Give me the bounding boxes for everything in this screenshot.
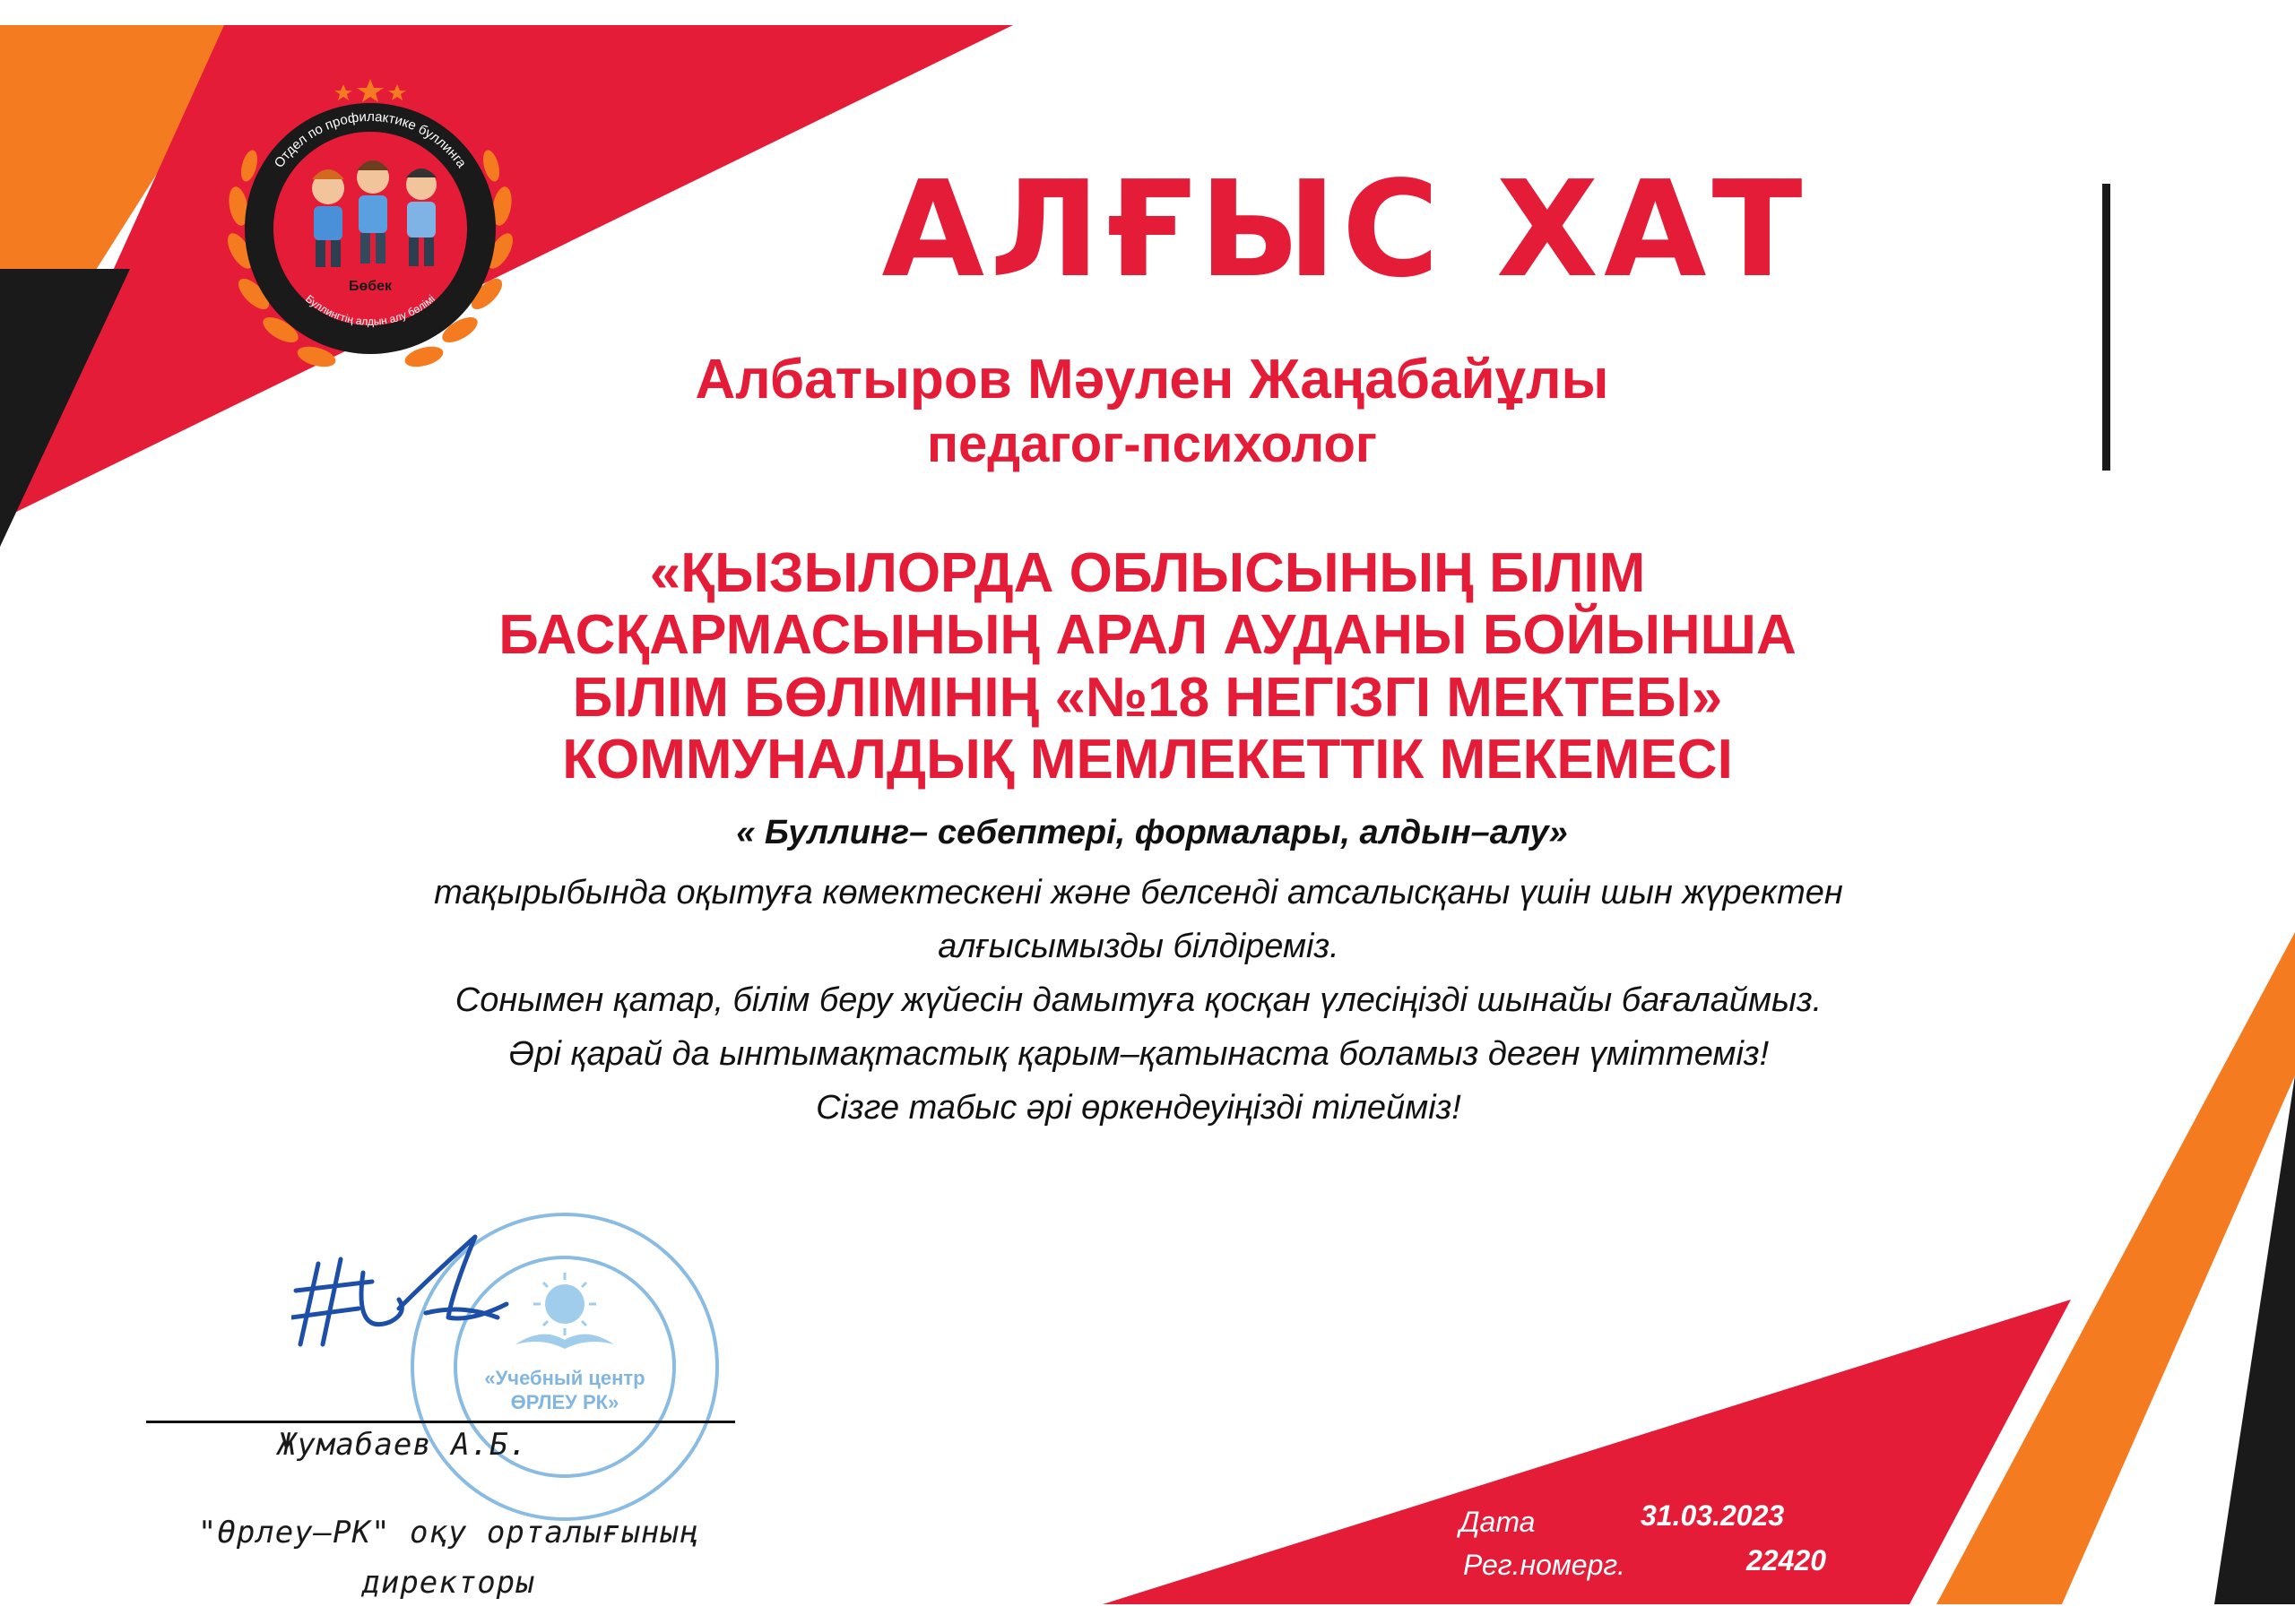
body-line: Әрі қарай да ынтымақтастық қарым–қатынаста боламыз деген үміттеміз!: [507, 1035, 1770, 1073]
emblem-arc-bottom: Буллингтің алдын алу бөлімі: [303, 292, 437, 328]
recipient-role: педагог-психолог: [926, 415, 1378, 473]
topic-title: « Буллинг– себептері, формалары, алдын–алу»: [736, 814, 1568, 851]
organization-line: «ҚЫЗЫЛОРДА ОБЛЫСЫНЫҢ БІЛІМ: [649, 542, 1646, 604]
date-value: 31.03.2023: [1641, 1499, 1785, 1532]
star-icon: [334, 79, 406, 102]
gratitude-text: [242, 866, 2035, 1135]
body-line: тақырыбында оқытуға көмектескені және белсенді атсалысқаны үшін шын жүректен: [434, 874, 1843, 911]
right-vertical-bar: [2102, 184, 2110, 471]
signer-position: [126, 1507, 771, 1608]
signature-line: [146, 1421, 735, 1423]
signer-position-line2: директоры: [361, 1565, 535, 1601]
registration-label: Рег.номерг.: [1463, 1549, 1626, 1581]
signer-position-line1: "Өрлеу–РК" оқу орталығының: [197, 1515, 699, 1551]
emblem-logo: [213, 72, 527, 385]
date-label: Дата: [1459, 1506, 1536, 1538]
sun-eagle-icon: [515, 1273, 614, 1349]
signer-name: Жумабаев А.Б.: [278, 1427, 529, 1463]
stamp-center-line1: «Учебный центр: [484, 1367, 645, 1389]
organization-name: [296, 542, 1999, 791]
organization-line: БІЛІМ БӨЛІМІНІҢ «№18 НЕГІЗГІ МЕКТЕБІ»: [572, 666, 1723, 729]
organization-line: КОММУНАЛДЫҚ МЕМЛЕКЕТТІК МЕКЕМЕСІ: [562, 729, 1733, 791]
handwritten-signature: [291, 1219, 524, 1353]
certificate-title: АЛҒЫС ХАТ: [881, 152, 1808, 307]
body-line: Сізге табыс әрі өркендеуіңізді тілейміз!: [816, 1089, 1461, 1127]
body-line: алғысымызды білдіреміз.: [938, 928, 1339, 965]
organization-line: БАСҚАРМАСЫНЫҢ АРАЛ АУДАНЫ БОЙЫНША: [498, 604, 1797, 667]
registration-value: 22420: [1746, 1544, 1826, 1576]
stamp-center-line2: ӨРЛЕУ РК»: [510, 1391, 619, 1413]
emblem-name: Бөбек: [348, 279, 393, 294]
emblem-arc-top: Отдел по профилактике буллинга: [271, 108, 470, 171]
recipient-name: Албатыров Мәулен Жаңабайұлы: [695, 349, 1609, 410]
body-line: Сонымен қатар, білім беру жүйесін дамытуға қосқан үлесіңізді шынайы бағалаймыз.: [455, 981, 1823, 1019]
